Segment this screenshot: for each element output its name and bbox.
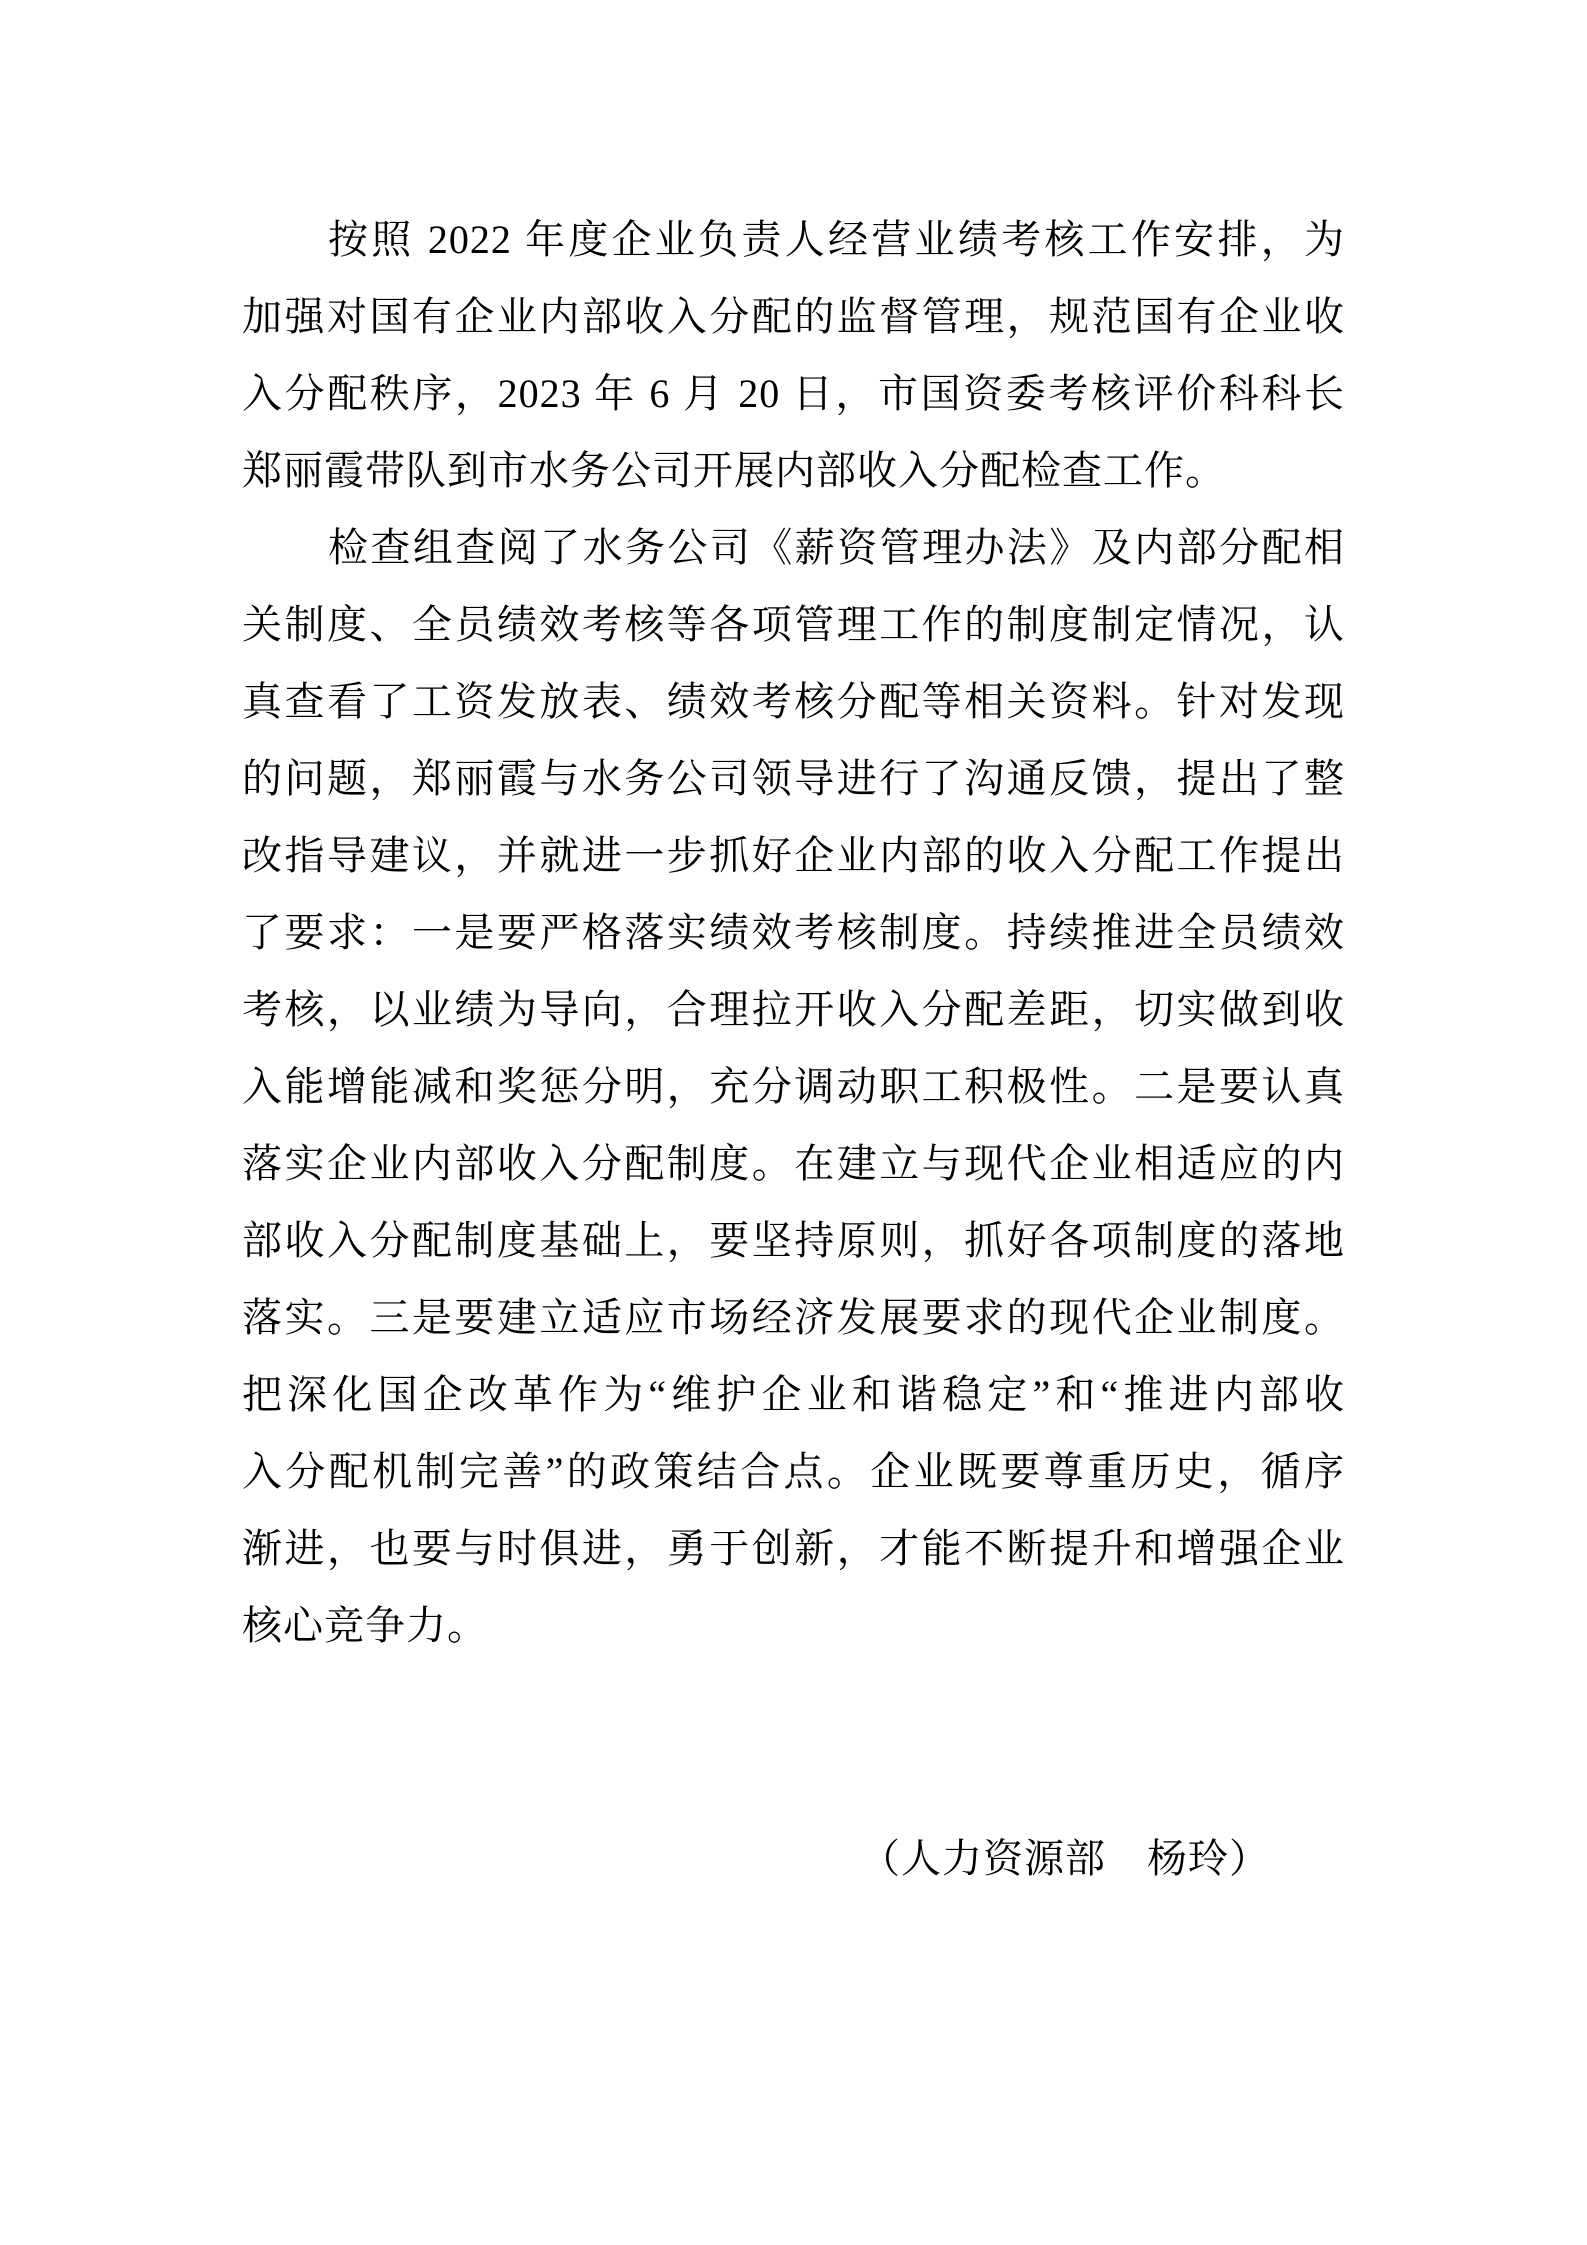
text-line: 落实。三是要建立适应市场经济发展要求的现代企业制度。	[242, 1295, 1345, 1340]
text-line: 关制度、全员绩效考核等各项管理工作的制度制定情况，认	[242, 602, 1345, 647]
signature-line: （人力资源部 杨玲）	[860, 1836, 1270, 1881]
text-line: 改指导建议，并就进一步抓好企业内部的收入分配工作提出	[242, 833, 1345, 878]
text-line: 核心竞争力。	[242, 1603, 488, 1648]
text-line: 入能增能减和奖惩分明，充分调动职工积极性。二是要认真	[242, 1064, 1345, 1109]
paragraph	[242, 201, 1345, 509]
text-line: 加强对国有企业内部收入分配的监督管理，规范国有企业收	[242, 294, 1345, 339]
text-line: 把深化国企改革作为“维护企业和谐稳定”和“推进内部收	[242, 1372, 1345, 1417]
text-line: 检查组查阅了水务公司《薪资管理办法》及内部分配相	[328, 525, 1345, 570]
text-line: 考核，以业绩为导向，合理拉开收入分配差距，切实做到收	[242, 987, 1345, 1032]
text-line: 按照 2022 年度企业负责人经营业绩考核工作安排，为	[328, 217, 1345, 262]
paragraph	[242, 509, 1345, 1664]
text-line: 的问题，郑丽霞与水务公司领导进行了沟通反馈，提出了整	[242, 756, 1345, 801]
text-line: 渐进，也要与时俱进，勇于创新，才能不断提升和增强企业	[242, 1526, 1345, 1571]
text-line: 入分配机制完善”的政策结合点。企业既要尊重历史，循序	[242, 1449, 1345, 1494]
document-body	[242, 201, 1345, 1664]
text-line: 真查看了工资发放表、绩效考核分配等相关资料。针对发现	[242, 679, 1345, 724]
text-line: 部收入分配制度基础上，要坚持原则，抓好各项制度的落地	[242, 1218, 1345, 1263]
text-line: 入分配秩序，2023 年 6 月 20 日，市国资委考核评价科科长	[242, 371, 1345, 416]
text-line: 落实企业内部收入分配制度。在建立与现代企业相适应的内	[242, 1141, 1345, 1186]
text-line: 了要求：一是要严格落实绩效考核制度。持续推进全员绩效	[242, 910, 1345, 955]
text-line: 郑丽霞带队到市水务公司开展内部收入分配检查工作。	[242, 448, 1226, 493]
